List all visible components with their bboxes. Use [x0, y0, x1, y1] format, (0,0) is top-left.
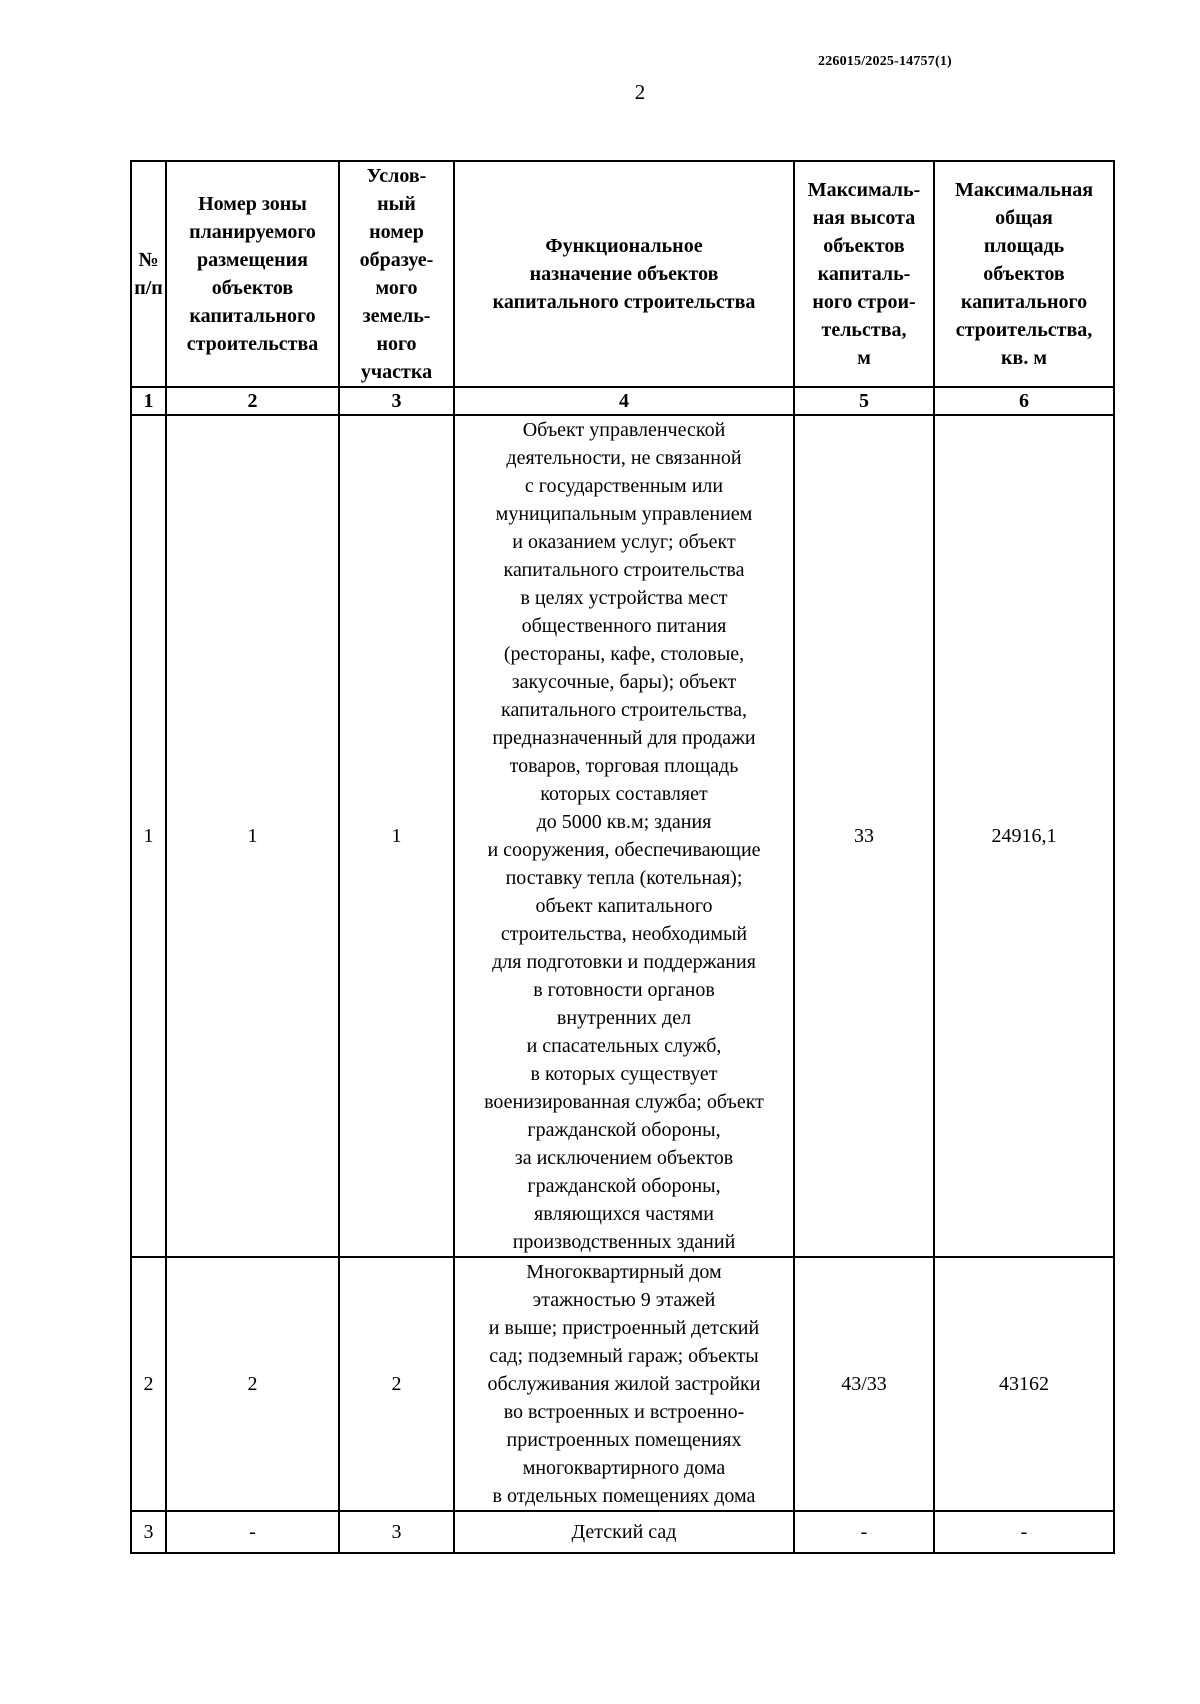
- column-number: 2: [166, 387, 339, 415]
- column-numbers-row: [131, 387, 1114, 415]
- area-cell: 24916,1: [934, 415, 1114, 1257]
- plot-cell: 1: [339, 415, 454, 1257]
- column-number: 3: [339, 387, 454, 415]
- document-id: 226015/2025-14757(1): [818, 54, 952, 69]
- column-number: 6: [934, 387, 1114, 415]
- purpose-cell: Многоквартирный дом этажностью 9 этажей и выше; пристроенный детский сад; подземный гараж; объекты обслуживания жилой застройки во встроенных и встроенно- пристроенных помещениях многоквартирного дома в отдельных помещениях дома: [454, 1257, 794, 1511]
- zone-cell: 1: [166, 415, 339, 1257]
- table-header-row: [131, 161, 1114, 387]
- area-cell: -: [934, 1511, 1114, 1553]
- column-number: 5: [794, 387, 934, 415]
- objects-table: [130, 160, 1115, 1554]
- header-cell-zone: Номер зоны планируемого размещения объектов капитального строительства: [166, 161, 339, 387]
- height-cell: 43/33: [794, 1257, 934, 1511]
- table-row: [131, 1511, 1114, 1553]
- table-row: [131, 1257, 1114, 1511]
- page-number: 2: [634, 80, 646, 104]
- column-number: 4: [454, 387, 794, 415]
- column-number: 1: [131, 387, 166, 415]
- height-cell: 33: [794, 415, 934, 1257]
- row-number-cell: 2: [131, 1257, 166, 1511]
- purpose-cell: Объект управленческой деятельности, не связанной с государственным или муниципальным управлением и оказанием услуг; объект капитального строительства в целях устройства мест общественного питания (рестораны, кафе, столовые, закусочные, бары); объект капитального строительства, предназначенный для продажи товаров, торговая площадь которых составляет до 5000 кв.м; здания и сооружения, обеспечивающие поставку тепла (котельная); объект капитального строительства, необходимый для подготовки и поддержания в готовности органов внутренних дел и спасательных служб, в которых существует военизированная служба; объект гражданской обороны, за исключением объектов гражданской обороны, являющихся частями производственных зданий: [454, 415, 794, 1257]
- header-cell-purpose: Функциональное назначение объектов капитального строительства: [454, 161, 794, 387]
- row-number-cell: 1: [131, 415, 166, 1257]
- header-cell-area: Максимальная общая площадь объектов капитального строительства, кв. м: [934, 161, 1114, 387]
- plot-cell: 2: [339, 1257, 454, 1511]
- zone-cell: -: [166, 1511, 339, 1553]
- header-cell-height: Максималь- ная высота объектов капиталь- ного строи- тельства, м: [794, 161, 934, 387]
- zone-cell: 2: [166, 1257, 339, 1511]
- row-number-cell: 3: [131, 1511, 166, 1553]
- header-cell-number: № п/п: [131, 161, 166, 387]
- height-cell: -: [794, 1511, 934, 1553]
- area-cell: 43162: [934, 1257, 1114, 1511]
- purpose-cell: Детский сад: [454, 1511, 794, 1553]
- table-row: [131, 415, 1114, 1257]
- header-cell-plot: Услов- ный номер образуе- мого земель- ного участка: [339, 161, 454, 387]
- plot-cell: 3: [339, 1511, 454, 1553]
